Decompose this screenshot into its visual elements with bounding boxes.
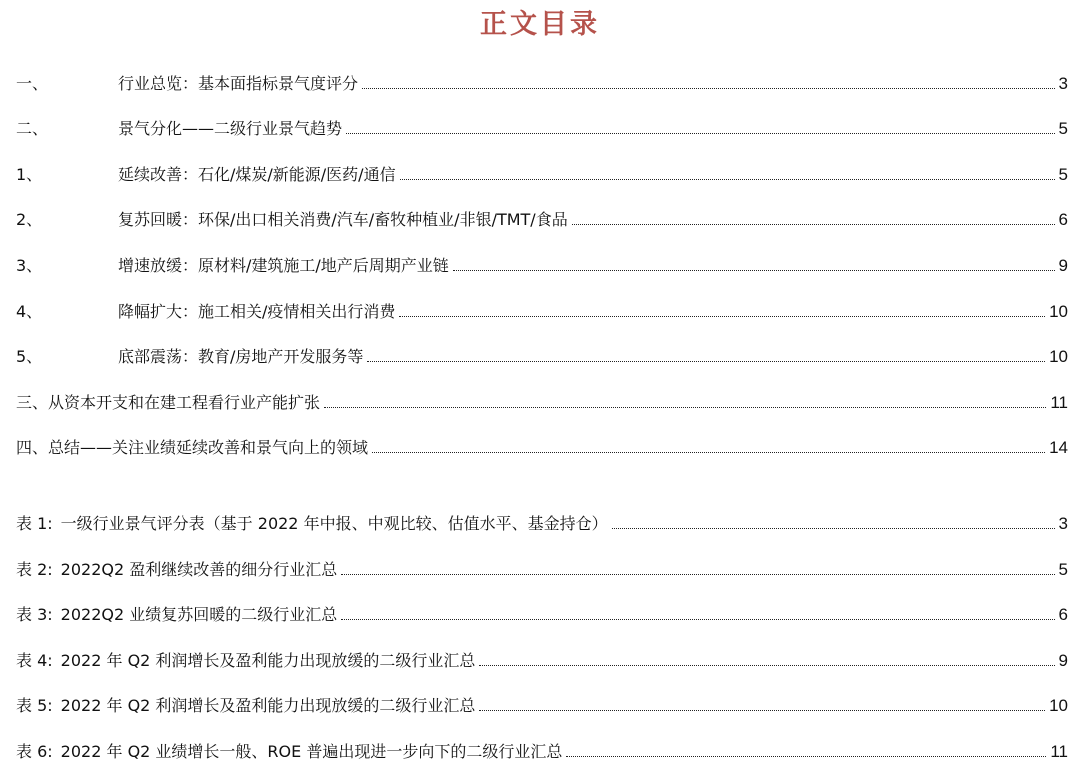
toc-number: 5、: [16, 347, 43, 366]
dot-leader: [400, 179, 1055, 180]
toc-page-number: 11: [1050, 393, 1068, 412]
dot-leader: [341, 574, 1054, 575]
dot-leader: [324, 407, 1046, 408]
toc-entry[interactable]: [16, 434, 1068, 458]
toc-number: 二、: [16, 119, 49, 138]
table-page-number: 11: [1050, 742, 1068, 761]
toc-title: 复苏回暖：环保/出口相关消费/汽车/畜牧种植业/非银/TMT/食品: [118, 210, 568, 229]
table-title: 2022 年 Q2 业绩增长一般、ROE 普遍出现进一步向下的二级行业汇总: [60, 742, 563, 761]
table-title: 2022Q2 盈利继续改善的细分行业汇总: [60, 560, 338, 579]
toc-page-number: 10: [1049, 302, 1068, 321]
toc-entry[interactable]: [16, 115, 1068, 139]
toc-page-number: 10: [1049, 347, 1068, 366]
table-title: 2022 年 Q2 利润增长及盈利能力出现放缓的二级行业汇总: [60, 696, 476, 715]
dot-leader: [453, 270, 1055, 271]
toc-number: 一、: [16, 74, 49, 93]
table-title: 2022Q2 业绩复苏回暖的二级行业汇总: [60, 605, 338, 624]
page-title: 正文目录: [480, 9, 600, 40]
toc-page-number: 3: [1058, 74, 1068, 93]
toc-title: 行业总览：基本面指标景气度评分: [118, 74, 359, 93]
dot-leader: [479, 665, 1054, 666]
table-page-number: 9: [1058, 651, 1068, 670]
toc-number: 2、: [16, 210, 43, 229]
toc-title: 增速放缓：原材料/建筑施工/地产后周期产业链: [118, 256, 449, 275]
table-number: 表 6:: [16, 742, 53, 761]
toc-number: 4、: [16, 302, 43, 321]
toc-title: 四、总结——关注业绩延续改善和景气向上的领域: [16, 438, 369, 457]
dot-leader: [346, 133, 1055, 134]
table-number: 表 1:: [16, 514, 53, 533]
toc-page-number: 5: [1058, 119, 1068, 138]
toc-entry[interactable]: [16, 389, 1068, 413]
toc-title: 三、从资本开支和在建工程看行业产能扩张: [16, 393, 321, 412]
toc-number: 1、: [16, 165, 43, 184]
toc-title: 延续改善：石化/煤炭/新能源/医药/通信: [118, 165, 396, 184]
toc-title: 底部震荡：教育/房地产开发服务等: [118, 347, 364, 366]
toc-entry[interactable]: [16, 161, 1068, 185]
table-list-entry[interactable]: [16, 601, 1068, 625]
toc-entry[interactable]: [16, 252, 1068, 276]
table-page-number: 5: [1058, 560, 1068, 579]
dot-leader: [612, 528, 1055, 529]
dot-leader: [367, 361, 1045, 362]
table-page-number: 10: [1049, 696, 1068, 715]
toc-page-number: 5: [1058, 165, 1068, 184]
toc-number: 3、: [16, 256, 43, 275]
toc-entry[interactable]: [16, 298, 1068, 322]
toc-title: 景气分化——二级行业景气趋势: [118, 119, 343, 138]
toc-title: 降幅扩大：施工相关/疫情相关出行消费: [118, 302, 396, 321]
table-title: 2022 年 Q2 利润增长及盈利能力出现放缓的二级行业汇总: [60, 651, 476, 670]
dot-leader: [372, 452, 1045, 453]
table-list-entry[interactable]: [16, 556, 1068, 580]
table-list-entry[interactable]: [16, 692, 1068, 716]
toc-page-number: 6: [1058, 210, 1068, 229]
toc-entry[interactable]: [16, 206, 1068, 230]
table-page-number: 3: [1058, 514, 1068, 533]
dot-leader: [479, 710, 1045, 711]
table-list-entry[interactable]: [16, 738, 1068, 762]
table-number: 表 3:: [16, 605, 53, 624]
dot-leader: [341, 619, 1054, 620]
toc-page-number: 14: [1049, 438, 1068, 457]
table-title: 一级行业景气评分表（基于 2022 年中报、中观比较、估值水平、基金持仓）: [60, 514, 608, 533]
toc-entry[interactable]: [16, 70, 1068, 94]
table-list-entry[interactable]: [16, 647, 1068, 671]
toc-entry[interactable]: [16, 343, 1068, 367]
table-number: 表 4:: [16, 651, 53, 670]
table-page-number: 6: [1058, 605, 1068, 624]
dot-leader: [566, 756, 1046, 757]
dot-leader: [572, 224, 1055, 225]
table-list-entry[interactable]: [16, 510, 1068, 534]
dot-leader: [399, 316, 1045, 317]
dot-leader: [362, 88, 1055, 89]
toc-page-number: 9: [1058, 256, 1068, 275]
table-number: 表 5:: [16, 696, 53, 715]
table-number: 表 2:: [16, 560, 53, 579]
